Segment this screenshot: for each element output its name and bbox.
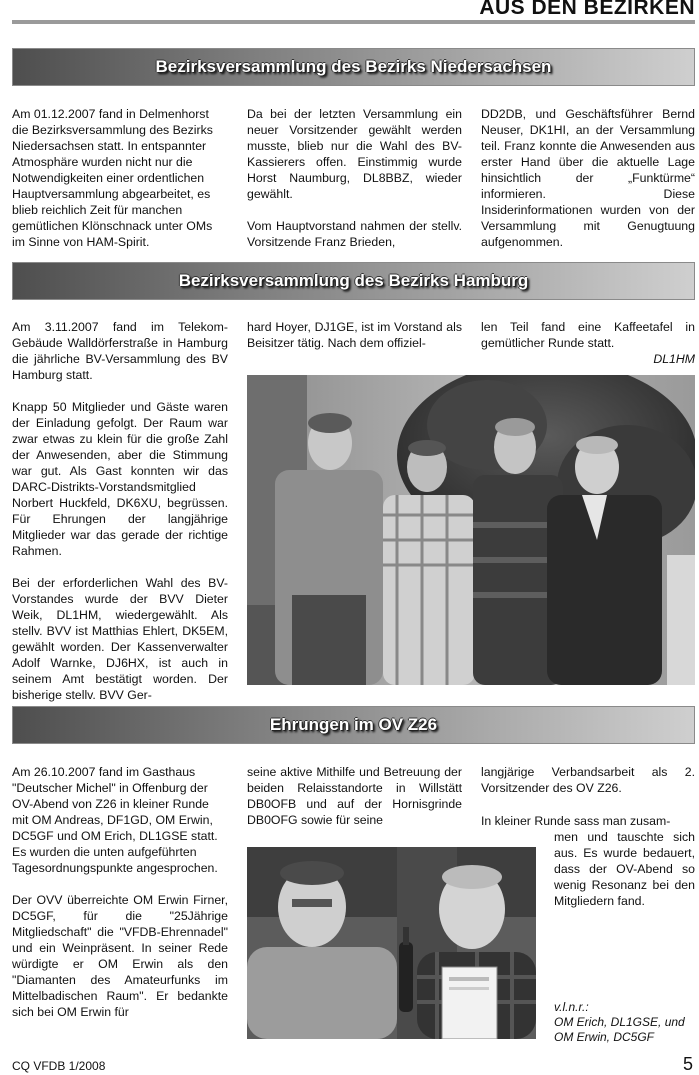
- article-title-hamburg: Bezirksversammlung des Bezirks Hamburg: [178, 271, 529, 290]
- z26-column-3-continued: men und tauschte sich aus. Es wurde bedauert, dass der OV-Abend so wenig Resonanz bei den Mitgliedern fand.: [554, 830, 695, 908]
- z26-column-3: [481, 764, 695, 796]
- niedersachsen-column-3: [481, 106, 695, 250]
- hamburg-column-2: [247, 319, 462, 351]
- caption-line: OM Erwin, DC5GF: [554, 1030, 655, 1044]
- paragraph: Knapp 50 Mitglieder und Gäste waren der Einladung gefolgt. Der Raum war zwar etwas zu klein für die große Zahl der Anwesenden, aber die Stimmung war gut. Als Gast konnten wir das DARC-Distrikts-Vorstandsmitglied Norbert Huckfeld, DK6XU, begrüssen. Für Ehrungen der langjährige Mitglieder war das gerade der richtige Rahmen.: [12, 400, 228, 558]
- paragraph: Vom Hauptvorstand nahmen der stellv. Vorsitzende Franz Brieden,: [247, 219, 462, 249]
- niedersachsen-column-2: [247, 106, 462, 250]
- article-banner-z26: [12, 706, 695, 744]
- hamburg-column-3: [481, 319, 695, 351]
- section-header: AUS DEN BEZIRKEN: [479, 0, 695, 19]
- paragraph: langjärige Verbandsarbeit als 2. Vorsitzender des OV Z26.: [481, 765, 695, 795]
- award-photo-z26: [247, 847, 536, 1039]
- paragraph: Am 26.10.2007 fand im Gasthaus "Deutscher Michel" in Offenburg der OV-Abend von Z26 in kleiner Runde mit OM Andreas, DF1GD, OM Erwin, DC5GF und OM Erich, DL1GSE statt. Es wurden die unten aufgeführten Tagesordnungspunkte angesprochen.: [12, 765, 218, 875]
- magazine-issue: CQ VFDB 1/2008: [12, 1059, 106, 1073]
- paragraph: DD2DB, und Geschäftsführer Bernd Neuser, DK1HI, an der Versammlung teil. Franz konnte die Anwesenden aus erster Hand über die aktuelle Lage hinsichtlich der „Funktürme“ informieren. Diese Insiderinformationen wurden von der Versammlung mit Genugtuung aufgenommen.: [481, 107, 695, 249]
- paragraph: Bei der erforderlichen Wahl des BV-Vorstandes wurde der BVV Dieter Weik, DL1HM, wiedergewählt. Als stellv. BVV ist Matthias Ehlert, DK5EM, gewählt worden. Der Kassenverwalter Adolf Warnke, DJ6HX, ist auch in seinem Amt bestätigt worden. Der bisherige stellv. BVV Ger-: [12, 576, 228, 702]
- paragraph: Am 01.12.2007 fand in Delmenhorst die Bezirksversammlung des Bezirks Niedersachsen statt. In entspannter Atmosphäre wurden nicht nur die Notwendigkeiten einer ordentlichen Hauptversammlung abgearbeitet, es blieb reichlich Zeit für manchen gemütlichen Klönschnack unter OMs im Sinne von HAM-Spirit.: [12, 107, 213, 249]
- article-banner-niedersachsen: [12, 48, 695, 86]
- z26-column-2: [247, 764, 462, 828]
- paragraph: hard Hoyer, DJ1GE, ist im Vorstand als Beisitzer tätig. Nach dem offiziel-: [247, 320, 462, 350]
- z26-column-1: [12, 764, 228, 1020]
- award-photo-illustration: [247, 847, 536, 1039]
- hamburg-column-1: [12, 319, 228, 703]
- header-rule: [12, 20, 695, 24]
- caption-line: OM Erich, DL1GSE, und: [554, 1015, 685, 1029]
- author-signature: DL1HM: [653, 352, 695, 366]
- niedersachsen-column-1: [12, 106, 228, 250]
- z26-column-3-head: In kleiner Runde sass man zusam-: [481, 814, 671, 828]
- article-banner-hamburg: [12, 262, 695, 300]
- paragraph: len Teil fand eine Kaffeetafel in gemütlicher Runde statt.: [481, 320, 695, 350]
- paragraph: Am 3.11.2007 fand im Telekom-Gebäude Walldörferstraße in Hamburg die jährliche BV-Versammlung des BV Hamburg statt.: [12, 320, 228, 382]
- paragraph: Der OVV überreichte OM Erwin Firner, DC5GF, für die "25Jährige Mitgliedschaft" die "VFDB-Ehrennadel" und ein Weinpräsent. In seiner Rede würdigte er OM Erwin als den "Diamanten des Amateurfunks im Mittelbadischen Raum". Er bedankte sich bei OM Erwin für: [12, 893, 228, 1019]
- article-title-niedersachsen: Bezirksversammlung des Bezirks Niedersachsen: [155, 57, 552, 76]
- article-title-z26: Ehrungen im OV Z26: [269, 715, 438, 734]
- caption-line: v.l.n.r.:: [554, 1000, 589, 1014]
- page-number: 5: [682, 1054, 693, 1074]
- group-photo-hamburg: [247, 375, 695, 685]
- photo-caption: [554, 1000, 695, 1045]
- group-photo-illustration: [247, 375, 695, 685]
- paragraph: Da bei der letzten Versammlung ein neuer Vorsitzender gewählt werden musste, blieb nur die Wahl des BV-Kassierers offen. Einstimmig wurde Horst Naumburg, DL8BBZ, wieder gewählt.: [247, 107, 462, 201]
- paragraph: seine aktive Mithilfe und Betreuung der beiden Relaisstandorte in Willstätt DB0OFB und auf der Hornisgrinde DB0OFG sowie für seine: [247, 765, 462, 827]
